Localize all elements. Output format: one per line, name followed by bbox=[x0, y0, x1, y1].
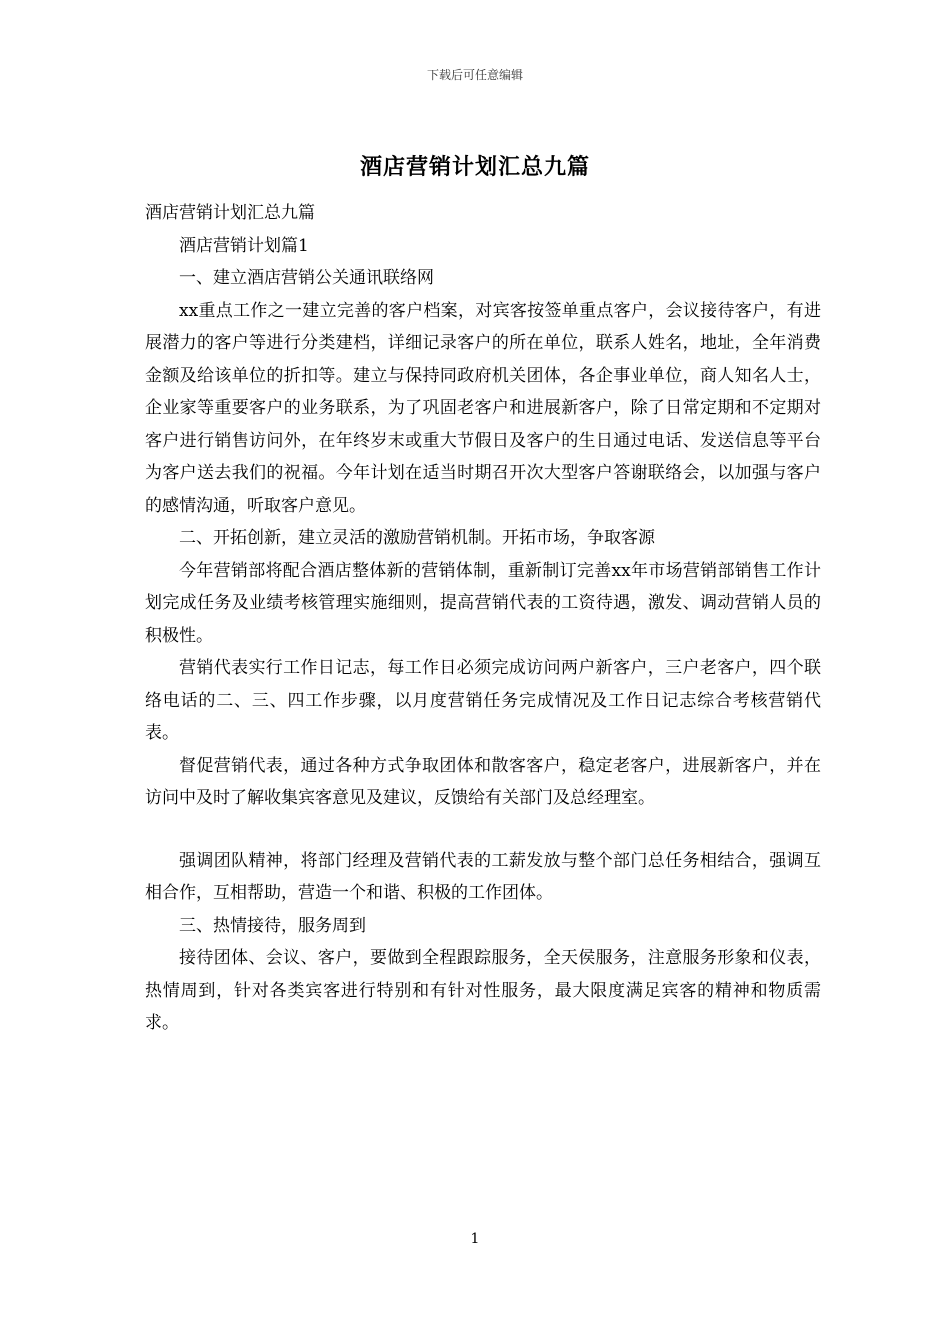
paragraph: 接待团体、会议、客户，要做到全程跟踪服务，全天侯服务，注意服务形象和仪表，热情周到，针对各类宾客进行特别和有针对性服务，最大限度满足宾客的精神和物质需求。 bbox=[145, 948, 821, 1033]
paragraph: 强调团队精神，将部门经理及营销代表的工薪发放与整个部门总任务相结合，强调互相合作，互相帮助，营造一个和谐、积极的工作团体。 bbox=[145, 850, 821, 903]
paragraph: 营销代表实行工作日记志，每工作日必须完成访问两户新客户，三户老客户，四个联络电话的二、三、四工作步骤，以月度营销任务完成情况及工作日记志综合考核营销代表。 bbox=[145, 658, 821, 743]
document-body bbox=[145, 197, 821, 1040]
document-title: 酒店营销计划汇总九篇 bbox=[359, 154, 590, 180]
page-number: 1 bbox=[470, 1231, 480, 1247]
paragraph: 督促营销代表，通过各种方式争取团体和散客客户，稳定老客户，进展新客户，并在访问中及时了解收集宾客意见及建议，反馈给有关部门及总经理室。 bbox=[145, 755, 821, 808]
paragraph: 今年营销部将配合酒店整体新的营销体制，重新制订完善xx年市场营销部销售工作计划完成任务及业绩考核管理实施细则，提高营销代表的工资待遇，激发、调动营销人员的积极性。 bbox=[145, 560, 821, 646]
section-heading-plan-1: 酒店营销计划篇1 bbox=[179, 235, 309, 256]
page-header-note: 下载后可任意编辑 bbox=[426, 68, 523, 82]
section-heading-1: 一、建立酒店营销公关通讯联络网 bbox=[179, 268, 434, 288]
document-subtitle: 酒店营销计划汇总九篇 bbox=[145, 203, 315, 223]
paragraph: xx重点工作之一建立完善的客户档案，对宾客按签单重点客户，会议接待客户，有进展潜力的客户等进行分类建档，详细记录客户的所在单位，联系人姓名，地址，全年消费金额及给该单位的折扣等。建立与保持同政府机关团体，各企事业单位，商人知名人士，企业家等重要客户的业务联系，为了巩固老客户和进展新客户，除了日常定期和不定期对客户进行销售访问外，在年终岁末或重大节假日及客户的生日通过电话、发送信息等平台为客户送去我们的祝福。今年计划在适当时期召开次大型客户答谢联络会，以加强与客户的感情沟通，听取客户意见。 bbox=[145, 300, 821, 516]
section-heading-2: 二、开拓创新，建立灵活的激励营销机制。开拓市场，争取客源 bbox=[179, 528, 655, 548]
section-heading-3: 三、热情接待，服务周到 bbox=[179, 915, 366, 936]
